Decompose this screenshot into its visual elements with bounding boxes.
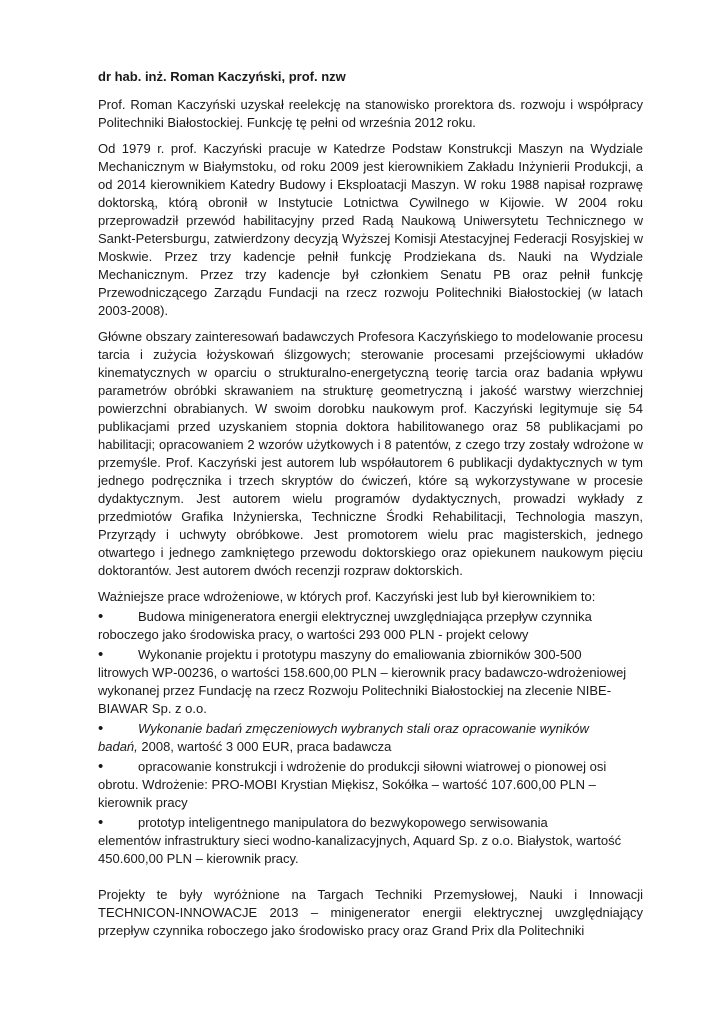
list-item-line1: opracowanie konstrukcji i wdrożenie do produkcji siłowni wiatrowej o pionowej osi [138, 759, 607, 774]
bullet-icon: • [98, 814, 104, 831]
list-item-rest: 2008, wartość 3 000 EUR, praca badawcza [137, 739, 392, 754]
bullet-icon: • [98, 608, 104, 625]
list-item [98, 646, 643, 718]
paragraph-awards: Projekty te były wyróżnione na Targach Techniki Przemysłowej, Nauki i Innowacji TECHNICON-INNOWACJE 2013 – minigenerator energii elektrycznej uwzględniający przepływ czynnika roboczego jako środowisko pracy oraz Grand Prix dla Politechniki [98, 887, 643, 938]
paragraph-research: Główne obszary zainteresowań badawczych Profesora Kaczyńskiego to modelowanie procesu tarcia i zużycia łożyskowań ślizgowych; sterowanie procesami przejściowymi układów kinematycznych w oparciu o strukturalno-energetyczną teorię tarcia oraz badania wpływu parametrów obróbki skrawaniem na strukturę geometryczną i jakość warstwy wierzchniej powierzchni obrabianych. W swoim dorobku naukowym prof. Kaczyński legitymuje się 54 publikacjami przed uzyskaniem stopnia doktora habilitowanego oraz 58 publikacjami po habilitacji; opracowaniem 2 wzorów użytkowych i 8 patentów, z czego trzy zostały wdrożone w przemyśle. Prof. Kaczyński jest autorem lub współautorem 6 publikacji dydaktycznych w tym jednego podręcznika i trzech skryptów do ćwiczeń, które są wykorzystywane w procesie dydaktycznym. Jest autorem wielu programów dydaktycznych, prowadzi wykłady z przedmiotów Grafika Inżynierska, Techniczne Środki Rehabilitacji, Technologia maszyn, Przyrządy i uchwyty obróbkowe. Jest promotorem wielu prac magisterskich, jednego otwartego i jednego zamkniętego przewodu doktorskiego oraz opiekunem naukowym pięciu doktorantów. Jest autorem dwóch recenzji rozpraw doktorskich. [98, 329, 643, 578]
paragraph-reelection: Prof. Roman Kaczyński uzyskał reelekcję na stanowisko prorektora ds. rozwoju i współpracy Politechniki Białostockiej. Funkcję tę pełni od września 2012 roku. [98, 97, 643, 130]
list-item [98, 608, 643, 644]
list-item-rest: obrotu. Wdrożenie: PRO-MOBI Krystian Miękisz, Sokółka – wartość 107.600,00 PLN – kierownik pracy [98, 777, 596, 810]
bullet-icon: • [98, 720, 104, 737]
bullet-icon: • [98, 646, 104, 663]
list-item-line1: Wykonanie projektu i prototypu maszyny do emaliowania zbiorników 300-500 [138, 647, 582, 662]
list-item-rest: litrowych WP-00236, o wartości 158.600,00 PLN – kierownik pracy badawczo-wdrożeniowej wykonanej przez Fundację na rzecz Rozwoju Politechniki Białostockiej na zlecenie NIBE-BIAWAR Sp. z o.o. [98, 665, 627, 716]
list-item-rest: roboczego jako środowiska pracy, o wartości 293 000 PLN - projekt celowy [98, 627, 529, 642]
list-intro: Ważniejsze prace wdrożeniowe, w których prof. Kaczyński jest lub był kierownikiem to: [98, 589, 596, 604]
list-item-rest-italic: badań, [98, 739, 138, 754]
list-item [98, 814, 643, 868]
list-item-line1: prototyp inteligentnego manipulatora do bezwykopowego serwisowania [138, 815, 548, 830]
list-item [98, 758, 643, 812]
list-item-line1: Budowa minigeneratora energii elektrycznej uwzględniająca przepływ czynnika [138, 609, 592, 624]
bullet-icon: • [98, 758, 104, 775]
page-title: dr hab. inż. Roman Kaczyński, prof. nzw [98, 69, 346, 84]
list-item [98, 720, 643, 756]
list-item-rest: elementów infrastruktury sieci wodno-kanalizacyjnych, Aquard Sp. z o.o. Białystok, wartość 450.600,00 PLN – kierownik pracy. [98, 833, 622, 866]
list-item-line1: Wykonanie badań zmęczeniowych wybranych stali oraz opracowanie wyników [138, 721, 589, 736]
paragraph-career: Od 1979 r. prof. Kaczyński pracuje w Katedrze Podstaw Konstrukcji Maszyn na Wydziale Mechanicznym w Białymstoku, od roku 2009 jest kierownikiem Zakładu Inżynierii Produkcji, a od 2014 kierownikiem Katedry Budowy i Eksploatacji Maszyn. W roku 1988 napisał rozprawę doktorską, którą obronił w Instytucie Lotnictwa Cywilnego w Kijowie. W 2004 roku przeprowadził przewód habilitacyjny przed Radą Naukową Uniwersytetu Technicznego w Sankt-Petersburgu, zatwierdzony decyzją Wyższej Komisji Atestacyjnej Federacji Rosyjskiej w Moskwie. Przez trzy kadencje pełnił funkcję Prodziekana ds. Nauki na Wydziale Mechanicznym. Przez trzy kadencje był członkiem Senatu PB oraz pełnił funkcję Przewodniczącego Zarządu Fundacji na rzecz rozwoju Politechniki Białostockiej (w latach 2003-2008). [98, 141, 643, 318]
